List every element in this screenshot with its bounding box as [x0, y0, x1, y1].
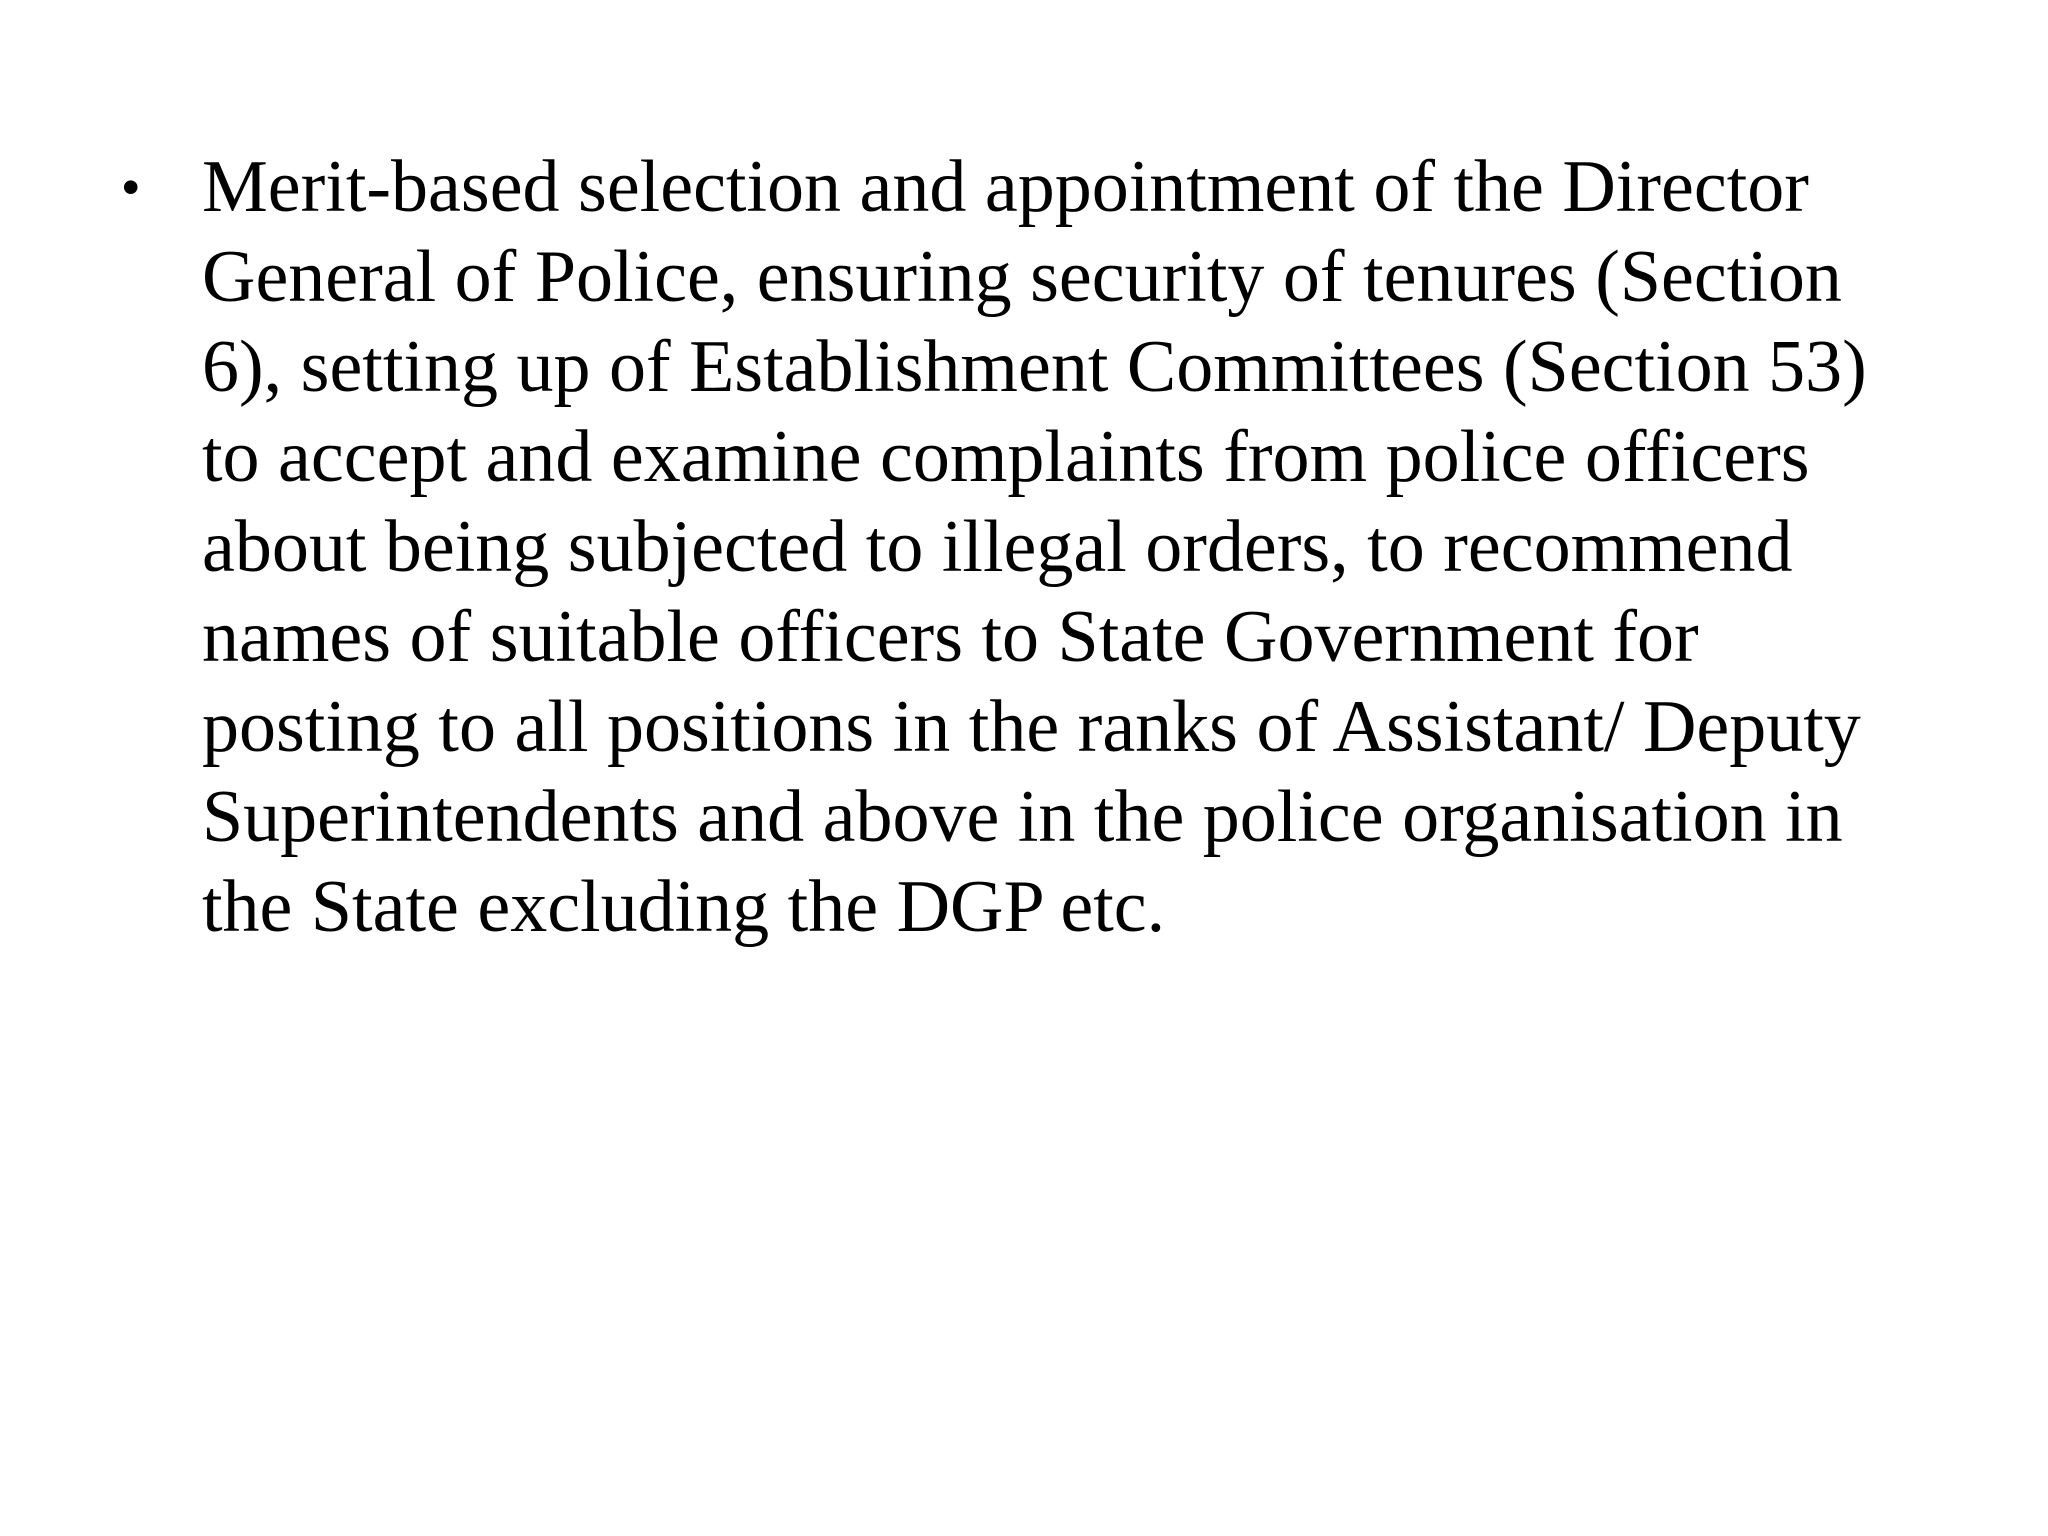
bullet-text-line: 6), setting up of Establishment Committees (Section 53)	[202, 326, 1867, 408]
bullet-text-line: Superintendents and above in the police organisation in	[202, 776, 1843, 858]
bullet-text-line: the State excluding the DGP etc.	[202, 866, 1166, 948]
bullet-text-line: to accept and examine complaints from police officers	[202, 416, 1810, 498]
bullet-text-line: posting to all positions in the ranks of Assistant/ Deputy	[202, 686, 1861, 768]
bullet-text-line: General of Police, ensuring security of tenures (Section	[202, 236, 1842, 318]
bullet-text-line: about being subjected to illegal orders, to recommend	[202, 506, 1793, 588]
bullet-list	[120, 142, 1940, 952]
bullet-text-line: names of suitable officers to State Government for	[202, 596, 1699, 678]
bullet-item	[120, 142, 1940, 952]
bullet-text-line: Merit-based selection and appointment of the Director	[202, 146, 1809, 228]
bullet-dot-icon: •	[122, 159, 140, 215]
